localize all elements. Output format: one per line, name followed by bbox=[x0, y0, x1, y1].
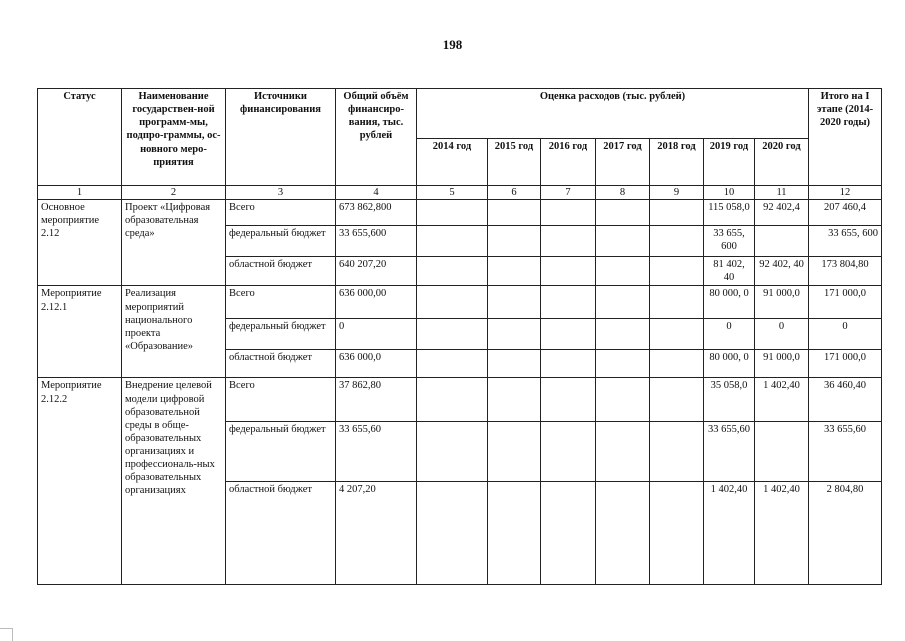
header-status: Статус bbox=[38, 89, 122, 186]
column-number: 3 bbox=[226, 186, 336, 200]
row-2020: 1 402,40 bbox=[755, 482, 809, 585]
row-2019: 80 000, 0 bbox=[704, 350, 755, 378]
header-year: 2018 год bbox=[650, 139, 704, 186]
column-number-row bbox=[38, 186, 882, 200]
row-source: областной бюджет bbox=[226, 482, 336, 585]
column-number: 8 bbox=[596, 186, 650, 200]
header-stage-total: Итого на I этапе (2014-2020 годы) bbox=[809, 89, 882, 186]
column-number: 9 bbox=[650, 186, 704, 200]
row-source: федеральный бюджет bbox=[226, 319, 336, 350]
row-total: 636 000,00 bbox=[336, 286, 417, 319]
row-source: Всего bbox=[226, 378, 336, 422]
column-number: 5 bbox=[417, 186, 488, 200]
budget-table bbox=[37, 88, 882, 585]
row-2019: 33 655, 600 bbox=[704, 226, 755, 257]
row-stage-total: 207 460,4 bbox=[809, 200, 882, 226]
row-total: 636 000,0 bbox=[336, 350, 417, 378]
column-number: 10 bbox=[704, 186, 755, 200]
row-stage-total: 2 804,80 bbox=[809, 482, 882, 585]
row-program-name: Внедрение целевой модели цифровой образовательной среды в обще-образовательных организациях и профессиональ-ных образовательных организациях bbox=[122, 378, 226, 585]
row-stage-total: 171 000,0 bbox=[809, 286, 882, 319]
column-number: 11 bbox=[755, 186, 809, 200]
row-source: областной бюджет bbox=[226, 257, 336, 286]
header-expense-estimate: Оценка расходов (тыс. рублей) bbox=[417, 89, 809, 139]
column-number: 2 bbox=[122, 186, 226, 200]
scan-corner-mark bbox=[0, 628, 13, 641]
row-2020: 91 000,0 bbox=[755, 350, 809, 378]
row-total: 37 862,80 bbox=[336, 378, 417, 422]
row-2020: 1 402,40 bbox=[755, 378, 809, 422]
column-number: 1 bbox=[38, 186, 122, 200]
page-number: 198 bbox=[442, 37, 463, 52]
row-2020: 91 000,0 bbox=[755, 286, 809, 319]
row-2019: 33 655,60 bbox=[704, 422, 755, 482]
table-row bbox=[38, 286, 882, 319]
column-number: 7 bbox=[541, 186, 596, 200]
row-source: Всего bbox=[226, 286, 336, 319]
row-source: Всего bbox=[226, 200, 336, 226]
row-stage-total: 0 bbox=[809, 319, 882, 350]
row-2020: 92 402,4 bbox=[755, 200, 809, 226]
row-stage-total: 171 000,0 bbox=[809, 350, 882, 378]
row-2019: 80 000, 0 bbox=[704, 286, 755, 319]
table-row bbox=[38, 200, 882, 226]
row-program-name: Реализация мероприятий национального проекта «Образование» bbox=[122, 286, 226, 378]
row-stage-total: 33 655,60 bbox=[809, 422, 882, 482]
header-total-funding: Общий объём финансиро-вания, тыс. рублей bbox=[336, 89, 417, 186]
row-stage-total: 173 804,80 bbox=[809, 257, 882, 286]
row-2019: 0 bbox=[704, 319, 755, 350]
row-status: Мероприятие 2.12.2 bbox=[38, 378, 122, 585]
column-number: 12 bbox=[809, 186, 882, 200]
header-funding-sources: Источники финансирования bbox=[226, 89, 336, 186]
row-stage-total: 33 655, 600 bbox=[809, 226, 882, 257]
row-total: 673 862,800 bbox=[336, 200, 417, 226]
column-number: 6 bbox=[488, 186, 541, 200]
row-source: федеральный бюджет bbox=[226, 226, 336, 257]
row-total: 640 207,20 bbox=[336, 257, 417, 286]
header-year: 2016 год bbox=[541, 139, 596, 186]
row-2020: 0 bbox=[755, 319, 809, 350]
row-total: 4 207,20 bbox=[336, 482, 417, 585]
row-total: 0 bbox=[336, 319, 417, 350]
row-status: Основное мероприятие 2.12 bbox=[38, 200, 122, 286]
row-2020 bbox=[755, 226, 809, 257]
header-program-name: Наименование государствен-ной программ-мы, подпро-граммы, ос-новного меро-приятия bbox=[122, 89, 226, 186]
row-source: федеральный бюджет bbox=[226, 422, 336, 482]
row-2019: 115 058,0 bbox=[704, 200, 755, 226]
row-2019: 81 402, 40 bbox=[704, 257, 755, 286]
row-status: Мероприятие 2.12.1 bbox=[38, 286, 122, 378]
row-stage-total: 36 460,40 bbox=[809, 378, 882, 422]
row-2019: 35 058,0 bbox=[704, 378, 755, 422]
header-year: 2015 год bbox=[488, 139, 541, 186]
row-total: 33 655,60 bbox=[336, 422, 417, 482]
row-2019: 1 402,40 bbox=[704, 482, 755, 585]
row-source: областной бюджет bbox=[226, 350, 336, 378]
row-2020 bbox=[755, 422, 809, 482]
column-number: 4 bbox=[336, 186, 417, 200]
header-year: 2020 год bbox=[755, 139, 809, 186]
row-program-name: Проект «Цифровая образовательная среда» bbox=[122, 200, 226, 286]
header-year: 2019 год bbox=[704, 139, 755, 186]
table-row bbox=[38, 378, 882, 422]
header-year: 2017 год bbox=[596, 139, 650, 186]
row-total: 33 655,600 bbox=[336, 226, 417, 257]
header-year: 2014 год bbox=[417, 139, 488, 186]
row-2020: 92 402, 40 bbox=[755, 257, 809, 286]
